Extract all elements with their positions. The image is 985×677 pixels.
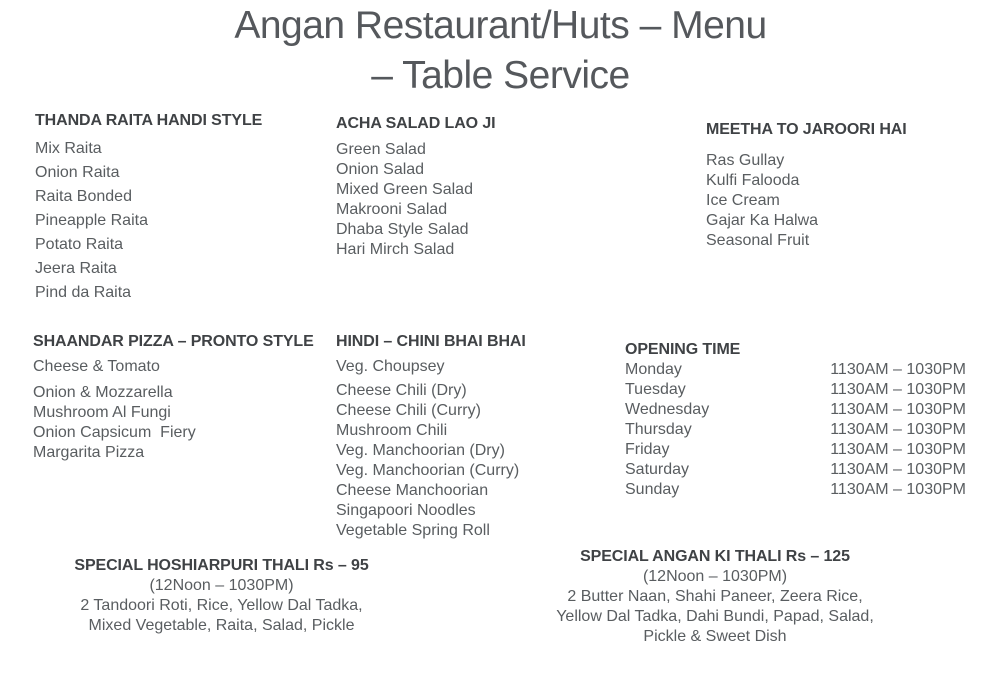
menu-item: Ice Cream (706, 192, 780, 209)
day-label: Monday (625, 361, 682, 378)
time-value: 1130AM – 1030PM (830, 481, 966, 498)
time-value: 1130AM – 1030PM (830, 361, 966, 378)
special-line: 2 Tandoori Roti, Rice, Yellow Dal Tadka, (80, 597, 363, 614)
menu-item: Pineapple Raita (35, 212, 148, 229)
section-acha-salad (336, 114, 496, 260)
menu-item: Singapoori Noodles (336, 502, 476, 519)
menu-item: Veg. Manchoorian (Curry) (336, 462, 520, 479)
section-heading-opening-time: OPENING TIME (625, 341, 741, 358)
special-heading-angan-ki: SPECIAL ANGAN KI THALI Rs – 125 (580, 548, 850, 565)
section-items-salad (336, 140, 496, 260)
day-label: Tuesday (625, 381, 686, 398)
page-title-line2: – Table Service (371, 54, 630, 97)
menu-item: Gajar Ka Halwa (706, 212, 819, 229)
opening-time-row (625, 480, 966, 500)
section-heading-desserts: MEETHA TO JAROORI HAI (706, 121, 907, 138)
page-title (8, 1, 985, 101)
opening-time-row (625, 360, 966, 380)
special-lines-hoshiarpuri (34, 596, 409, 636)
menu-item: Mushroom Chili (336, 422, 448, 439)
section-heading-raita: THANDA RAITA HANDI STYLE (35, 112, 263, 129)
special-line: 2 Butter Naan, Shahi Paneer, Zeera Rice, (567, 588, 863, 605)
section-items-pizza (33, 357, 314, 463)
time-value: 1130AM – 1030PM (830, 401, 966, 418)
menu-item: Vegetable Spring Roll (336, 522, 490, 539)
menu-item: Veg. Manchoorian (Dry) (336, 442, 505, 459)
page-title-line1: Angan Restaurant/Huts – Menu (234, 4, 767, 47)
menu-item: Ras Gullay (706, 152, 785, 169)
menu-item: Cheese & Tomato (33, 358, 160, 375)
menu-item: Mix Raita (35, 140, 102, 157)
menu-item: Onion & Mozzarella (33, 384, 173, 401)
menu-item: Potato Raita (35, 236, 124, 253)
day-label: Saturday (625, 461, 690, 478)
opening-time-row (625, 380, 966, 400)
menu-item: Onion Capsicum Fiery (33, 424, 196, 441)
menu-item: Mixed Green Salad (336, 181, 473, 198)
opening-time-rows (625, 360, 966, 500)
special-line: Mixed Vegetable, Raita, Salad, Pickle (88, 617, 355, 634)
section-thanda-raita (35, 111, 262, 305)
section-heading-pizza: SHAANDAR PIZZA – PRONTO STYLE (33, 333, 314, 350)
menu-item: Pind da Raita (35, 284, 132, 301)
special-hours-angan-ki: (12Noon – 1030PM) (642, 568, 788, 585)
section-heading-salad: ACHA SALAD LAO JI (336, 115, 496, 132)
section-opening-time (625, 340, 966, 500)
special-lines-angan-ki (514, 587, 916, 647)
menu-item: Raita Bonded (35, 188, 132, 205)
time-value: 1130AM – 1030PM (830, 421, 966, 438)
menu-item: Dhaba Style Salad (336, 221, 469, 238)
menu-item: Jeera Raita (35, 260, 117, 277)
menu-item: Onion Raita (35, 164, 120, 181)
menu-item: Cheese Manchoorian (336, 482, 489, 499)
section-items-raita (35, 137, 262, 305)
menu-item: Cheese Chili (Dry) (336, 382, 467, 399)
special-hours-hoshiarpuri: (12Noon – 1030PM) (149, 577, 294, 594)
menu-item: Seasonal Fruit (706, 232, 810, 249)
menu-item: Margarita Pizza (33, 444, 145, 461)
opening-time-row (625, 460, 966, 480)
menu-item: Mushroom Al Fungi (33, 404, 171, 421)
section-meetha-desserts (706, 120, 907, 251)
day-label: Sunday (625, 481, 680, 498)
menu-item: Green Salad (336, 141, 426, 158)
time-value: 1130AM – 1030PM (830, 441, 966, 458)
special-line: Pickle & Sweet Dish (643, 628, 787, 645)
day-label: Wednesday (625, 401, 710, 418)
special-angan-ki-thali (514, 547, 916, 647)
day-label: Friday (625, 441, 670, 458)
menu-item: Kulfi Falooda (706, 172, 800, 189)
opening-time-row (625, 440, 966, 460)
section-items-chinese (336, 357, 526, 541)
section-heading-chinese: HINDI – CHINI BHAI BHAI (336, 333, 526, 350)
section-hindi-chini (336, 332, 526, 541)
time-value: 1130AM – 1030PM (830, 461, 966, 478)
menu-item: Onion Salad (336, 161, 425, 178)
opening-time-row (625, 400, 966, 420)
special-hoshiarpuri-thali (34, 556, 409, 636)
special-heading-hoshiarpuri: SPECIAL HOSHIARPURI THALI Rs – 95 (74, 557, 369, 574)
section-items-desserts (706, 151, 907, 251)
opening-time-row (625, 420, 966, 440)
menu-item: Veg. Choupsey (336, 358, 445, 375)
menu-item: Cheese Chili (Curry) (336, 402, 481, 419)
day-label: Thursday (625, 421, 692, 438)
special-line: Yellow Dal Tadka, Dahi Bundi, Papad, Salad, (556, 608, 874, 625)
menu-item: Makrooni Salad (336, 201, 448, 218)
menu-item: Hari Mirch Salad (336, 241, 455, 258)
time-value: 1130AM – 1030PM (830, 381, 966, 398)
section-shaandar-pizza (33, 332, 314, 463)
